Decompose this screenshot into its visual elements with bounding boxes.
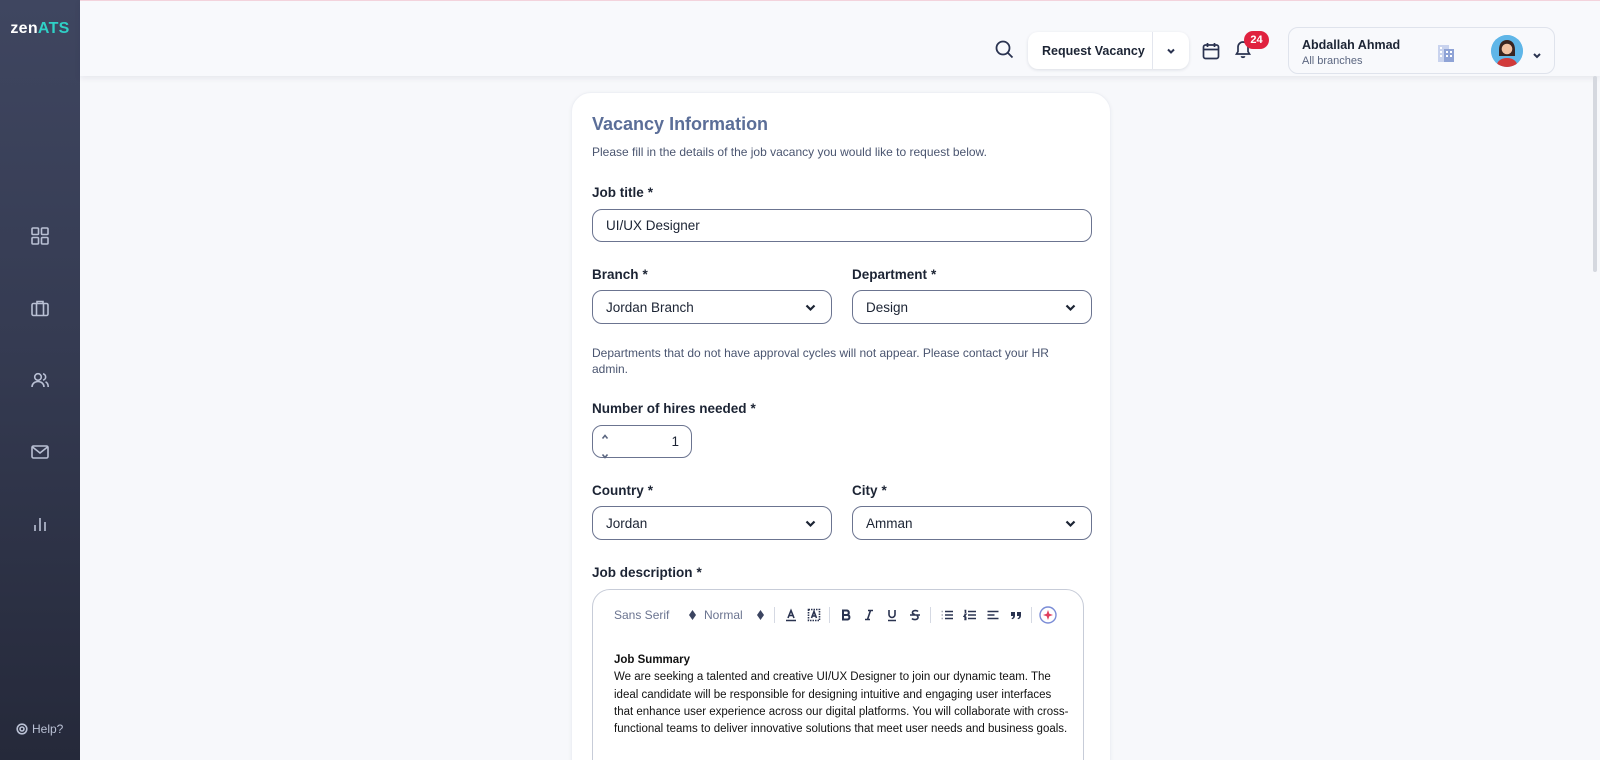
building-icon	[1435, 42, 1457, 64]
strikethrough-icon	[908, 608, 922, 622]
search-icon	[994, 39, 1014, 59]
sidebar-item-reports[interactable]	[28, 512, 52, 536]
ai-assist-button[interactable]	[1036, 604, 1059, 626]
chevron-down-icon	[804, 301, 817, 314]
user-menu[interactable]	[1288, 27, 1555, 74]
users-icon	[30, 370, 50, 390]
job-title-input[interactable]	[592, 209, 1092, 242]
italic-icon	[862, 608, 876, 622]
country-select[interactable]	[592, 506, 832, 540]
font-family-select[interactable]: Sans Serif	[614, 608, 704, 622]
avatar-illustration	[1491, 35, 1523, 67]
align-button[interactable]	[981, 604, 1004, 626]
help-label: Help?	[32, 722, 64, 736]
request-vacancy-dropdown[interactable]	[1153, 45, 1189, 57]
sidebar-item-messages[interactable]	[28, 440, 52, 464]
department-value: Design	[866, 299, 909, 315]
department-label: Department *	[852, 267, 937, 282]
lifebuoy-icon	[16, 723, 28, 735]
hires-value: 1	[671, 434, 679, 449]
bold-icon	[839, 608, 853, 622]
highlight-button[interactable]	[802, 604, 825, 626]
hires-stepper[interactable]	[592, 425, 692, 458]
strikethrough-button[interactable]	[903, 604, 926, 626]
branch-select[interactable]	[592, 290, 832, 324]
job-title-label: Job title *	[592, 185, 654, 200]
updown-icon	[757, 610, 764, 620]
updown-icon	[689, 610, 696, 620]
bullet-list-button[interactable]	[935, 604, 958, 626]
chevron-down-icon	[1064, 301, 1077, 314]
country-label: Country *	[592, 483, 654, 498]
job-description-label: Job description *	[592, 565, 702, 580]
notification-badge: 24	[1244, 31, 1269, 49]
help-link[interactable]	[16, 722, 63, 736]
font-size-select[interactable]: Normal	[704, 608, 770, 622]
department-select[interactable]	[852, 290, 1092, 324]
bar-chart-icon	[30, 514, 50, 534]
job-summary-heading: Job Summary	[614, 654, 691, 666]
toolbar-separator	[829, 607, 830, 623]
sidebar-nav	[28, 224, 52, 536]
user-name: Abdallah Ahmad	[1302, 38, 1401, 52]
mail-icon	[30, 442, 50, 462]
chevron-down-icon	[1165, 45, 1177, 57]
chevron-down-icon	[601, 452, 609, 460]
search-button[interactable]	[994, 39, 1016, 61]
underline-icon	[885, 608, 899, 622]
chevron-down-icon	[804, 517, 817, 530]
toolbar-separator	[1031, 607, 1032, 623]
ai-sparkle-icon	[1039, 606, 1057, 624]
job-description-editor	[592, 589, 1084, 760]
vacancy-form-card	[571, 92, 1111, 760]
request-vacancy-split-button	[1028, 32, 1189, 69]
quote-icon	[1009, 608, 1023, 622]
user-scope: All branches	[1302, 55, 1363, 67]
bullet-list-icon	[940, 608, 954, 622]
calendar-icon	[1201, 41, 1221, 61]
app-logo[interactable]: zenATS	[10, 20, 70, 37]
user-menu-caret	[1532, 47, 1542, 57]
branch-value: Jordan Branch	[606, 299, 694, 315]
ordered-list-icon	[963, 608, 977, 622]
ordered-list-button[interactable]	[958, 604, 981, 626]
calendar-button[interactable]	[1201, 41, 1221, 61]
underline-button[interactable]	[880, 604, 903, 626]
avatar	[1491, 35, 1523, 67]
top-bar	[80, 0, 1600, 76]
city-label: City *	[852, 483, 887, 498]
blockquote-button[interactable]	[1004, 604, 1027, 626]
toolbar-separator	[774, 607, 775, 623]
sidebar-item-jobs[interactable]	[28, 296, 52, 320]
city-value: Amman	[866, 515, 913, 531]
sidebar	[0, 0, 80, 760]
editor-content[interactable]	[614, 652, 1072, 738]
align-left-icon	[986, 608, 1000, 622]
department-hint: Departments that do not have approval cycles will not appear. Please contact your HR admin.	[592, 346, 1049, 376]
grid-icon	[30, 226, 50, 246]
editor-toolbar	[593, 590, 1083, 640]
job-summary-text: We are seeking a talented and creative UI/UX Designer to join our dynamic team. The ideal candidate will be responsible for designing intuitive and engaging user interfaces that enhance user experience across our digital platforms. You will collaborate with cross-functional teams to deliver innovative solutions that meet user needs and business goals.	[614, 671, 1069, 736]
sidebar-item-candidates[interactable]	[28, 368, 52, 392]
briefcase-icon	[30, 298, 50, 318]
page-scrollbar[interactable]	[1593, 76, 1597, 272]
italic-button[interactable]	[857, 604, 880, 626]
text-color-icon	[784, 608, 798, 622]
stepper-decrement[interactable]	[601, 448, 609, 463]
branch-label: Branch *	[592, 267, 648, 282]
job-title-value: UI/UX Designer	[606, 218, 700, 233]
stepper-arrows	[601, 429, 609, 463]
bold-button[interactable]	[834, 604, 857, 626]
city-select[interactable]	[852, 506, 1092, 540]
text-color-button[interactable]	[779, 604, 802, 626]
chevron-down-icon	[1532, 50, 1542, 60]
country-value: Jordan	[606, 515, 648, 531]
sidebar-item-dashboard[interactable]	[28, 224, 52, 248]
stepper-increment[interactable]	[601, 429, 609, 444]
request-vacancy-button[interactable]: Request Vacancy	[1042, 43, 1145, 58]
chevron-down-icon	[1064, 517, 1077, 530]
hires-label: Number of hires needed *	[592, 401, 756, 416]
form-subtitle: Please fill in the details of the job vacancy you would like to request below.	[592, 145, 987, 159]
chevron-up-icon	[601, 433, 609, 441]
toolbar-separator	[930, 607, 931, 623]
form-title: Vacancy Information	[592, 114, 769, 134]
highlight-icon	[807, 608, 821, 622]
